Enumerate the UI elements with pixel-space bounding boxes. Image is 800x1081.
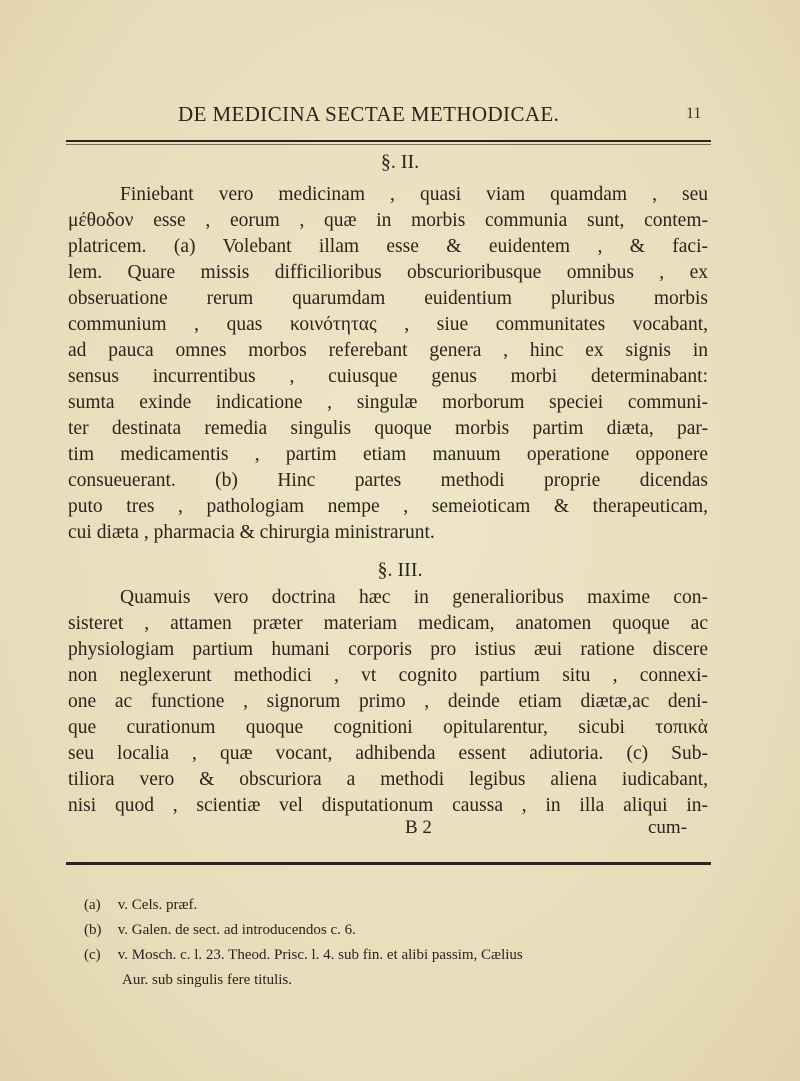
text-line: puto tres , pathologiam nempe , semeioticam & therapeuticam, (68, 496, 708, 517)
text-line: sisteret , attamen præter materiam medicam, anatomen quoque ac (68, 613, 708, 634)
running-title: DE MEDICINA SECTAE METHODICAE. (178, 102, 560, 126)
section-heading-ii: §. II. (380, 151, 420, 173)
footnote-text: v. Mosch. c. l. 23. Theod. Prisc. l. 4. sub fin. et alibi passim, Cælius (117, 947, 523, 963)
footnote-text: Aur. sub singulis fere titulis. (122, 972, 292, 988)
footnote (84, 893, 704, 918)
text-line: consueuerant. (b) Hinc partes methodi proprie dicendas (68, 470, 708, 491)
text-line: nisi quod , scientiæ vel disputationum caussa , in illa aliqui in- (68, 795, 708, 816)
footnote-text: v. Cels. præf. (117, 897, 198, 913)
footnote (84, 943, 704, 968)
paragraph-section-ii (68, 182, 708, 546)
text-line: physiologiam partium humani corporis pro istius æui ratione discere (68, 639, 708, 660)
footnote-text: v. Galen. de sect. ad introducendos c. 6. (117, 922, 356, 938)
text-line: cui diæta , pharmacia & chirurgia ministrarunt. (68, 522, 435, 543)
text-line: sensus incurrentibus , cuiusque genus morbi determinabant: (68, 366, 708, 387)
footnote (84, 918, 704, 943)
text-line: obseruatione rerum quarumdam euidentium pluribus morbis (68, 288, 708, 309)
section-heading-iii: §. III. (377, 559, 423, 581)
text-line: tiliora vero & obscuriora a methodi legibus aliena iudicabant, (68, 769, 708, 790)
text-line: seu localia , quæ vocant, adhibenda essent adiutoria. (c) Sub- (68, 743, 708, 764)
text-line: tim medicamentis , partim etiam manuum operatione opponere (68, 444, 708, 465)
signature-mark: B 2 (405, 817, 432, 838)
header-rule (66, 140, 711, 142)
text-line: ad pauca omnes morbos referebant genera , hinc ex signis in (68, 340, 708, 361)
text-line: one ac functione , signorum primo , deinde etiam diætæ,ac deni- (68, 691, 708, 712)
paragraph-section-iii (68, 585, 708, 819)
catchword: cum- (648, 817, 688, 838)
text-line: communium , quas κοινότητας , siue communitates vocabant, (68, 314, 708, 335)
text-line: platricem. (a) Volebant illam esse & euidentem , & faci- (68, 236, 708, 257)
footnote-label: (c) (84, 947, 101, 963)
header-rule-thin (66, 144, 711, 145)
page-number: 11 (686, 105, 702, 122)
text-line: Finiebant vero medicinam , quasi viam quamdam , seu (120, 184, 708, 205)
text-line: lem. Quare missis difficilioribus obscurioribusque omnibus , ex (68, 262, 708, 283)
footnote-continuation (84, 968, 704, 993)
text-line: que curationum quoque cognitioni opitularentur, sicubi τοπικὰ (68, 717, 708, 738)
text-line: μέθοδον esse , eorum , quæ in morbis communia sunt, contem- (68, 210, 708, 231)
footnote-label: (b) (84, 922, 102, 938)
text-line: sumta exinde indicatione , singulæ morborum speciei communi- (68, 392, 708, 413)
text-line: ter destinata remedia singulis quoque morbis partim diæta, par- (68, 418, 708, 439)
text-line: Quamuis vero doctrina hæc in generalioribus maxime con- (120, 587, 708, 608)
footnotes (84, 893, 704, 993)
footnote-rule (66, 862, 711, 865)
footnote-label: (a) (84, 897, 101, 913)
text-line: non neglexerunt methodici , vt cognito partium situ , connexi- (68, 665, 708, 686)
